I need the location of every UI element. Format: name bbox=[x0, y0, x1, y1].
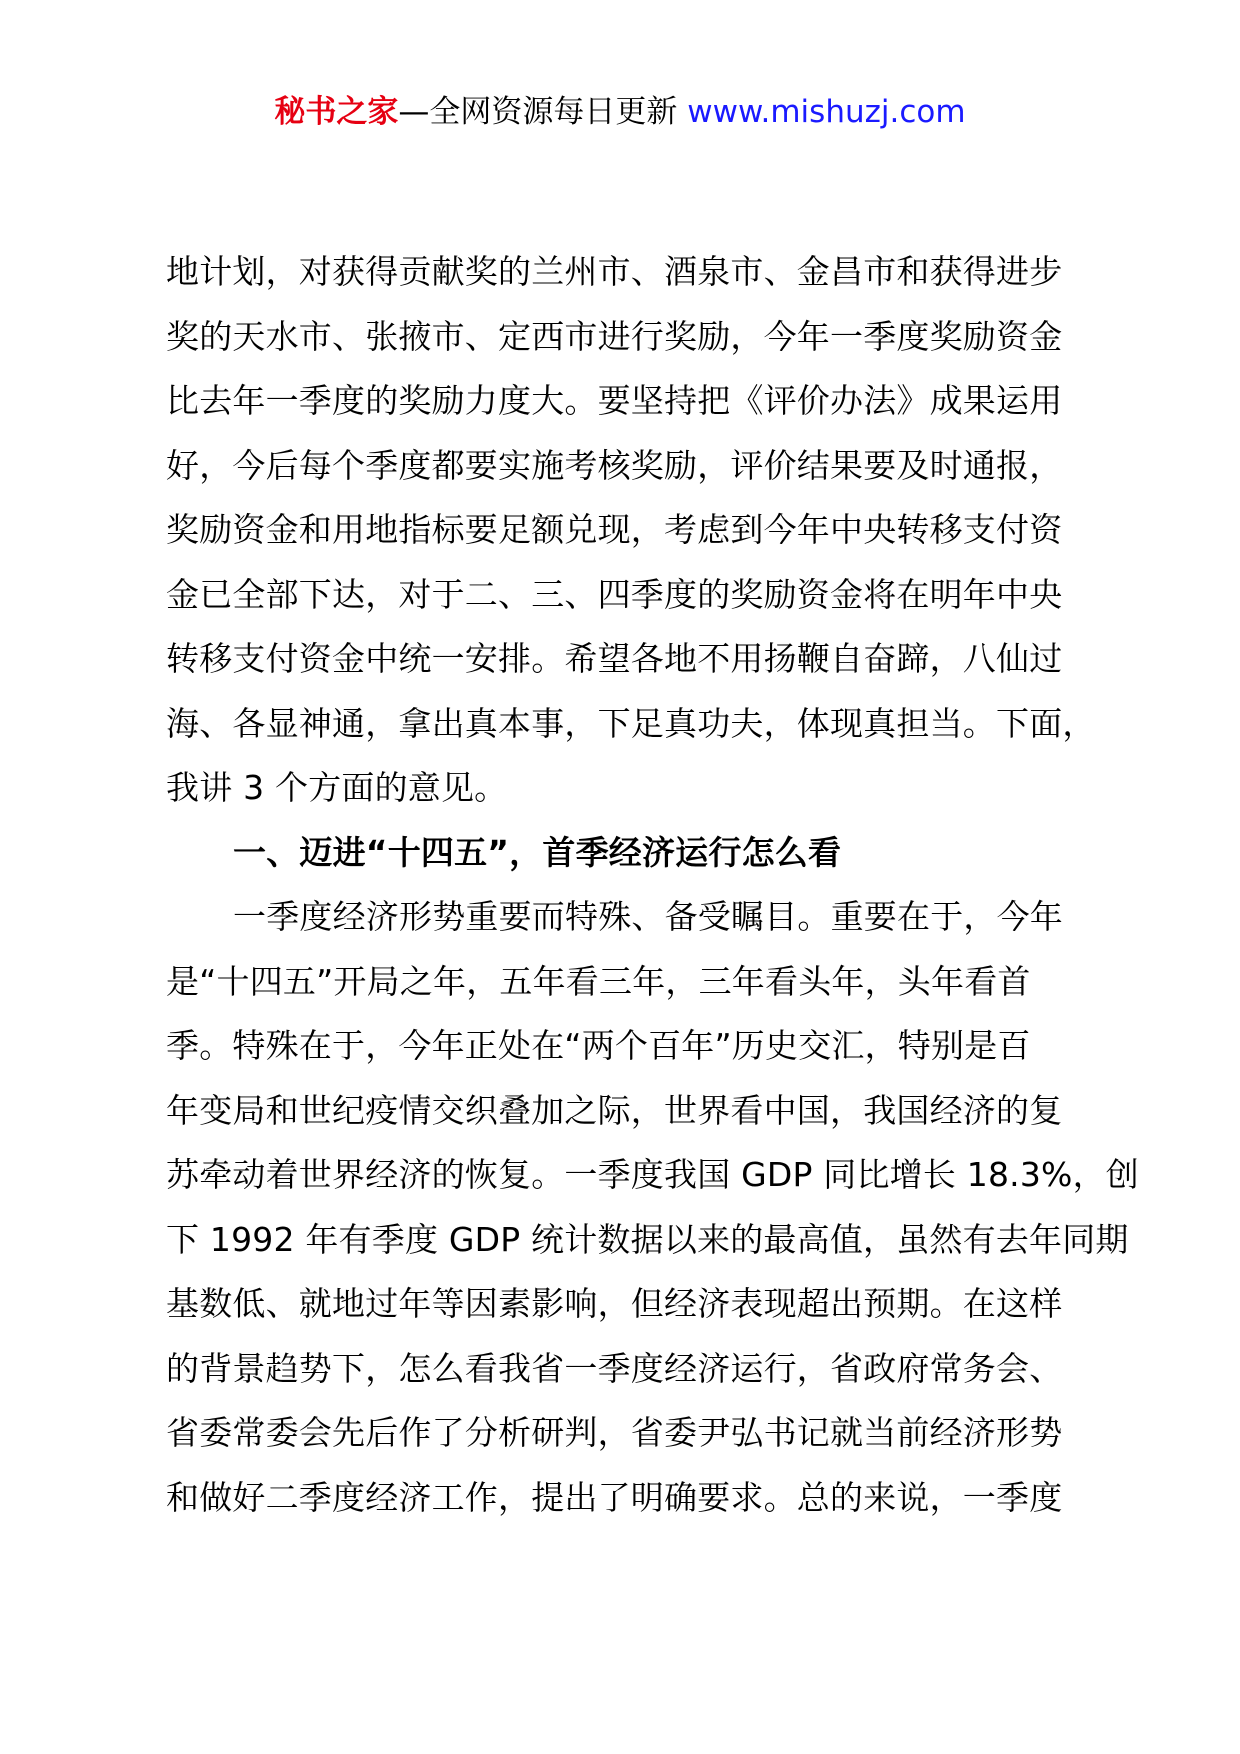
paragraph-line: 海、各显神通，拿出真本事，下足真功夫，体现真担当。下面， bbox=[166, 703, 1096, 743]
section-heading: 一、迈进“十四五”，首季经济运行怎么看 bbox=[233, 832, 842, 872]
document-body bbox=[166, 240, 1139, 1530]
paragraph-line: 地计划，对获得贡献奖的兰州市、酒泉市、金昌市和获得进步 bbox=[166, 252, 1063, 291]
site-brand: 秘书之家 bbox=[274, 94, 399, 130]
paragraph-line: 季。特殊在于，今年正处在“两个百年”历史交汇，特别是百 bbox=[166, 1026, 1031, 1065]
paragraph-line: 奖的天水市、张掖市、定西市进行奖励，今年一季度奖励资金 bbox=[166, 316, 1063, 356]
site-slogan: —全网资源每日更新 bbox=[398, 94, 678, 130]
paragraph-line: 省委常委会先后作了分析研判，省委尹弘书记就当前经济形势 bbox=[166, 1413, 1063, 1452]
paragraph-line: 一季度经济形势重要而特殊、备受瞩目。重要在于，今年 bbox=[233, 897, 1063, 936]
paragraph-line: 我讲 3 个方面的意见。 bbox=[166, 768, 508, 807]
paragraph-line: 转移支付资金中统一安排。希望各地不用扬鞭自奋蹄，八仙过 bbox=[166, 639, 1063, 678]
paragraph-line: 是“十四五”开局之年，五年看三年，三年看头年，头年看首 bbox=[166, 961, 1031, 1001]
paragraph-line: 的背景趋势下，怎么看我省一季度经济运行，省政府常务会、 bbox=[166, 1348, 1063, 1388]
paragraph-line: 下 1992 年有季度 GDP 统计数据以来的最高值，虽然有去年同期 bbox=[166, 1219, 1129, 1259]
paragraph-line: 奖励资金和用地指标要足额兑现，考虑到今年中央转移支付资 bbox=[166, 510, 1063, 549]
paragraph-line: 比去年一季度的奖励力度大。要坚持把《评价办法》成果运用 bbox=[166, 381, 1063, 420]
paragraph-line: 金已全部下达，对于二、三、四季度的奖励资金将在明年中央 bbox=[166, 574, 1063, 614]
paragraph-line: 好，今后每个季度都要实施考核奖励，评价结果要及时通报， bbox=[166, 445, 1063, 485]
paragraph-line: 年变局和世纪疫情交织叠加之际，世界看中国，我国经济的复 bbox=[166, 1090, 1063, 1130]
site-header bbox=[0, 88, 1240, 136]
paragraph-line: 苏牵动着世界经济的恢复。一季度我国 GDP 同比增长 18.3%，创 bbox=[166, 1155, 1139, 1194]
site-url-link[interactable]: www.mishuzj.com bbox=[687, 94, 966, 130]
paragraph-line: 基数低、就地过年等因素影响，但经济表现超出预期。在这样 bbox=[166, 1284, 1063, 1323]
paragraph-line: 和做好二季度经济工作，提出了明确要求。总的来说，一季度 bbox=[166, 1477, 1063, 1517]
